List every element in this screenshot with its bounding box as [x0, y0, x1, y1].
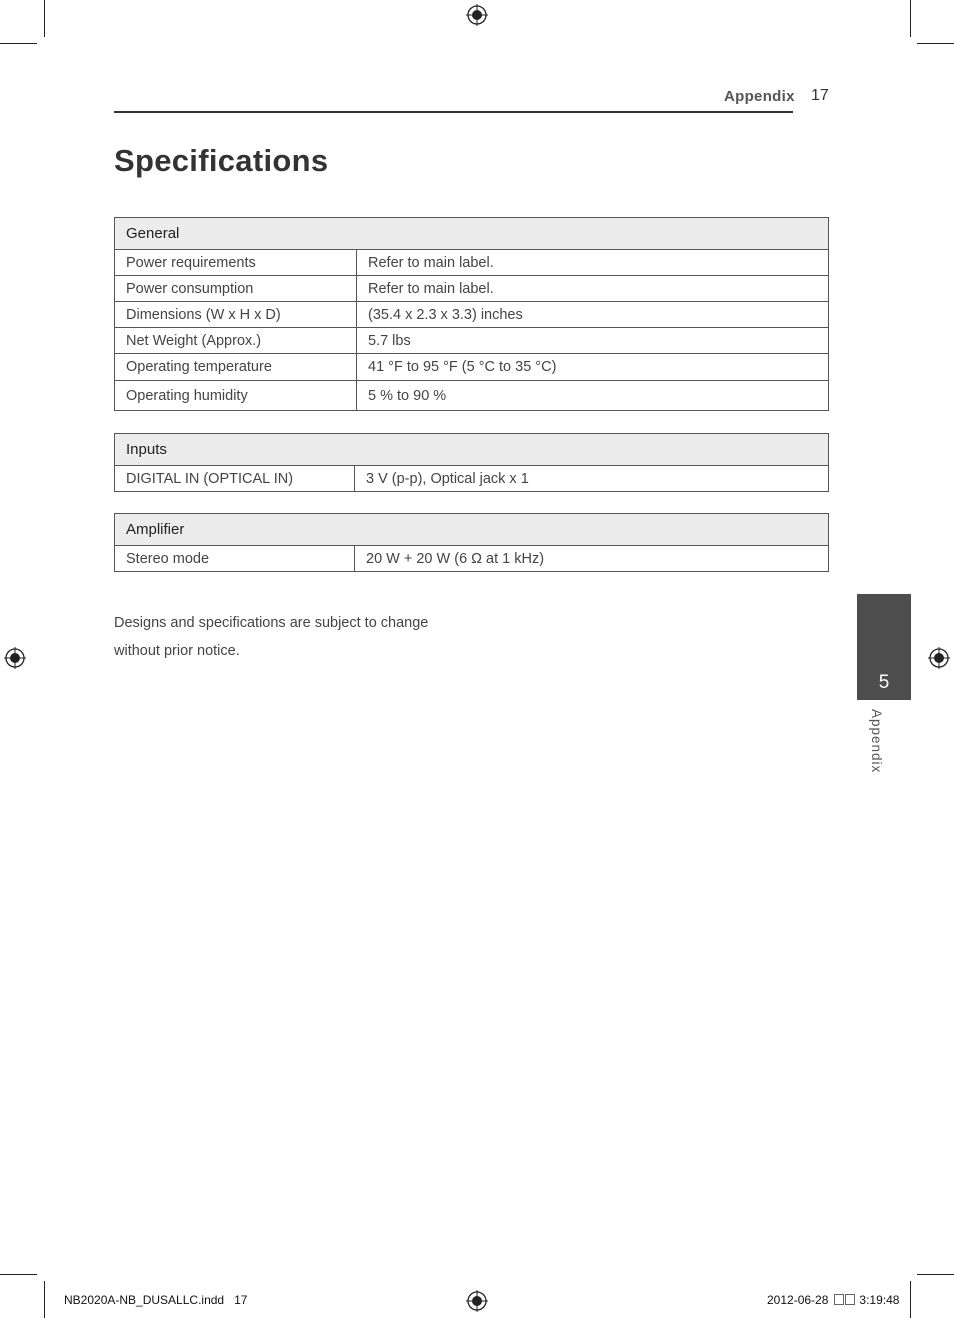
registration-mark-icon — [466, 4, 488, 26]
crop-mark — [44, 1281, 45, 1318]
spec-value: Refer to main label. — [357, 250, 829, 276]
table-row — [115, 354, 829, 381]
page-title: Specifications — [114, 143, 329, 178]
spec-value: 5 % to 90 % — [357, 381, 829, 411]
footnote-line: without prior notice. — [114, 643, 240, 659]
spec-value: 41 °F to 95 °F (5 °C to 35 °C) — [357, 354, 829, 381]
glyph-box-icon — [845, 1294, 855, 1305]
crop-mark — [0, 43, 37, 44]
table-row — [115, 381, 829, 411]
registration-mark-icon — [4, 647, 26, 669]
spec-label: Operating temperature — [115, 354, 357, 381]
crop-mark — [910, 0, 911, 37]
glyph-box-icon — [834, 1294, 844, 1305]
table-row — [115, 276, 829, 302]
table-heading: Amplifier — [115, 514, 829, 546]
slug-timestamp — [767, 1293, 899, 1307]
inputs-spec-table — [114, 433, 829, 492]
spec-label: Stereo mode — [115, 546, 355, 572]
header-section-name: Appendix — [724, 88, 795, 105]
spec-label: Dimensions (W x H x D) — [115, 302, 357, 328]
spec-label: DIGITAL IN (OPTICAL IN) — [115, 466, 355, 492]
spec-value: 3 V (p-p), Optical jack x 1 — [355, 466, 829, 492]
chapter-number: 5 — [878, 672, 890, 693]
spec-value: Refer to main label. — [357, 276, 829, 302]
slug-date: 2012-06-28 — [767, 1293, 829, 1307]
slug-time: 3:19:48 — [859, 1293, 900, 1307]
header-rule — [114, 111, 793, 113]
table-row — [115, 546, 829, 572]
crop-mark — [44, 0, 45, 37]
spec-label: Operating humidity — [115, 381, 357, 411]
general-spec-table — [114, 217, 829, 411]
chapter-label: Appendix — [869, 709, 884, 774]
spec-label: Power consumption — [115, 276, 357, 302]
crop-mark — [910, 1281, 911, 1318]
spec-value: 20 W + 20 W (6 Ω at 1 kHz) — [355, 546, 829, 572]
crop-mark — [917, 43, 954, 44]
amplifier-spec-table — [114, 513, 829, 572]
footnote — [114, 609, 428, 665]
table-row — [115, 302, 829, 328]
registration-mark-icon — [928, 647, 950, 669]
spec-label: Power requirements — [115, 250, 357, 276]
crop-mark — [0, 1274, 37, 1275]
crop-mark — [917, 1274, 954, 1275]
header-page-number: 17 — [811, 87, 829, 104]
slug-filename: NB2020A-NB_DUSALLC.indd 17 — [64, 1293, 248, 1307]
registration-mark-icon — [466, 1290, 488, 1312]
table-row — [115, 250, 829, 276]
table-row — [115, 466, 829, 492]
footnote-line: Designs and specifications are subject to change — [114, 615, 429, 631]
table-row — [115, 328, 829, 354]
chapter-tab — [857, 594, 911, 700]
table-heading: Inputs — [115, 434, 829, 466]
spec-label: Net Weight (Approx.) — [115, 328, 357, 354]
spec-value: 5.7 lbs — [357, 328, 829, 354]
spec-value: (35.4 x 2.3 x 3.3) inches — [357, 302, 829, 328]
table-heading: General — [115, 218, 829, 250]
